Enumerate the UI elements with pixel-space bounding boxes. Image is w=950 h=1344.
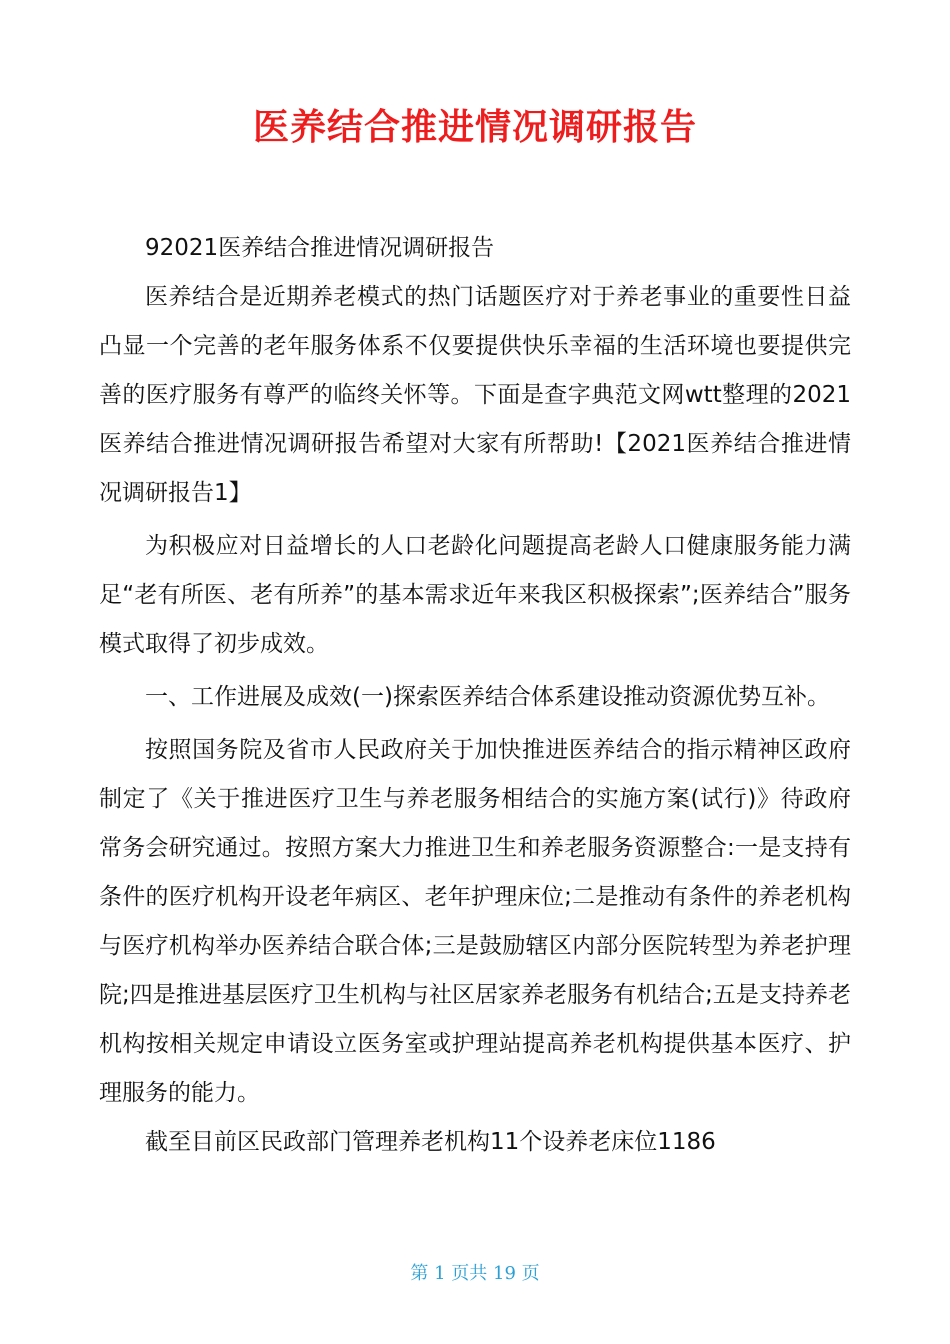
paragraph-intro: 医养结合是近期养老模式的热门话题医疗对于养老事业的重要性日益凸显一个完善的老年服务体系不仅要提供快乐幸福的生活环境也要提供完善的医疗服务有尊严的临终关怀等。下面是查字典范文网wtt整理的2021医养结合推进情况调研报告希望对大家有所帮助!【2021医养结合推进情况调研报告1】 [99,284,851,506]
paragraph-background: 为积极应对日益增长的人口老龄化问题提高老龄人口健康服务能力满足“老有所医、老有所养”的基本需求近年来我区积极探索”;医养结合”服务模式取得了初步成效。 [99,533,851,657]
paragraph-section-one: 一、工作进展及成效(一)探索医养结合体系建设推动资源优势互补。 [145,684,830,710]
paragraph-measures: 按照国务院及省市人民政府关于加快推进医养结合的指示精神区政府制定了《关于推进医疗卫生与养老服务相结合的实施方案(试行)》待政府常务会研究通过。按照方案大力推进卫生和养老服务资源整合:一是支持有条件的医疗机构开设老年病区、老年护理床位;二是推动有条件的养老机构与医疗机构举办医养结合联合体;三是鼓励辖区内部分医院转型为养老护理院;四是推进基层医疗卫生机构与社区居家养老服务有机结合;五是支持养老机构按相关规定申请设立医务室或护理站提高养老机构提供基本医疗、护理服务的能力。 [99,737,851,1106]
paragraph-heading-line: 92021医养结合推进情况调研报告 [145,235,495,261]
document-body [99,224,851,1167]
document-title: 医养结合推进情况调研报告 [252,107,697,148]
paragraph-statistics: 截至目前区民政部门管理养老机构11个设养老床位1186 [145,1129,716,1155]
page-footer: 第 1 页共 19 页 [410,1263,540,1284]
